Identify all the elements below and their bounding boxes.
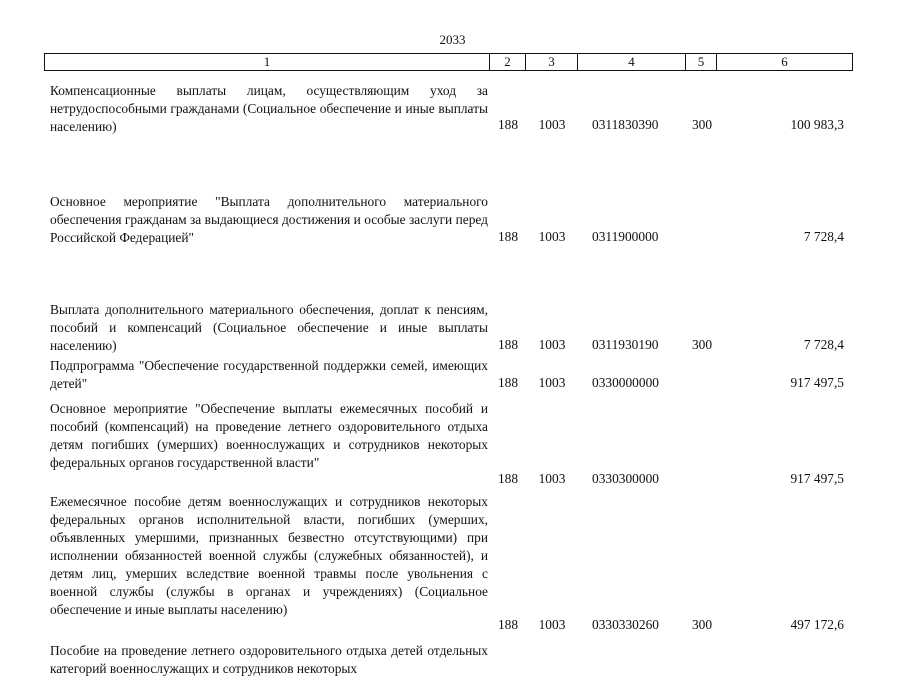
row-col4: 0330330260 [592, 617, 659, 632]
row-col3: 1003 [538, 229, 566, 244]
row-col6: 917 497,5 [790, 471, 844, 486]
table-row [0, 140, 905, 245]
row-description: Основное мероприятие "Выплата дополнительного материального обеспечения гражданам за выдающиеся достижения и особые заслуги перед Российской Федерацией" [50, 194, 488, 245]
row-description: Выплата дополнительного материального обеспечения, доплат к пенсиям, пособий и компенсаций (Социальное обеспечение и иные выплаты населению) [50, 302, 488, 353]
row-col2: 188 [497, 229, 519, 244]
column-header-5: 5 [686, 54, 717, 71]
row-col3: 1003 [538, 375, 566, 390]
row-col3: 1003 [538, 117, 566, 132]
row-col5: 300 [691, 117, 713, 132]
row-description: Пособие на проведение летнего оздоровительного отдыха детей отдельных категорий военнослужащих и сотрудников некоторых [50, 643, 488, 676]
row-col3: 1003 [538, 617, 566, 632]
column-header-3: 3 [526, 54, 578, 71]
row-col2: 188 [497, 375, 519, 390]
row-col6: 7 728,4 [803, 229, 844, 244]
table-row [0, 82, 905, 136]
row-col3: 1003 [538, 471, 566, 486]
budget-rows [0, 82, 905, 676]
row-col2: 188 [497, 471, 519, 486]
column-header-table [44, 53, 853, 71]
row-col4: 0311930190 [592, 337, 659, 352]
row-col2: 188 [497, 617, 519, 632]
page-number: 2033 [439, 32, 466, 47]
row-description: Ежемесячное пособие детям военнослужащих и сотрудников некоторых федеральных органов исполнительной власти, погибших (умерших, объявленных умершими, признанных безвестно отсутствующими) при исполнении обязанностей военной службы (служебных обязанностей), и детям лиц, умерших вследствие военной травмы после увольнения с военной службы (службы в органах и учреждениях) (Социальное обеспечение и иные выплаты населению) [50, 494, 488, 617]
row-description: Основное мероприятие "Обеспечение выплаты ежемесячных пособий и пособий (компенсаций) на проведение летнего оздоровительного отдыха детям погибших (умерших) военнослужащих и сотрудников некоторых федеральных органов государственной власти" [50, 401, 488, 470]
row-col4: 0311830390 [592, 117, 659, 132]
column-header-2: 2 [490, 54, 526, 71]
row-col4: 0311900000 [592, 229, 659, 244]
column-header-1: 1 [45, 54, 490, 71]
column-header-4: 4 [578, 54, 686, 71]
row-col5: 300 [691, 617, 713, 632]
row-col4: 0330300000 [592, 471, 659, 486]
row-col6: 7 728,4 [803, 337, 844, 352]
row-col2: 188 [497, 117, 519, 132]
row-col4: 0330000000 [592, 375, 659, 390]
row-description: Подпрограмма "Обеспечение государственной поддержки семей, имеющих детей" [50, 358, 488, 391]
row-description: Компенсационные выплаты лицам, осуществляющим уход за нетрудоспособными гражданами (Социальное обеспечение и иные выплаты населению) [50, 83, 488, 134]
row-col6: 100 983,3 [790, 117, 844, 132]
row-col6: 917 497,5 [790, 375, 844, 390]
row-col5: 300 [691, 337, 713, 352]
row-col2: 188 [497, 337, 519, 352]
column-header-6: 6 [717, 54, 853, 71]
column-header-row [45, 54, 853, 71]
row-col3: 1003 [538, 337, 566, 352]
row-col6: 497 172,6 [790, 617, 844, 632]
